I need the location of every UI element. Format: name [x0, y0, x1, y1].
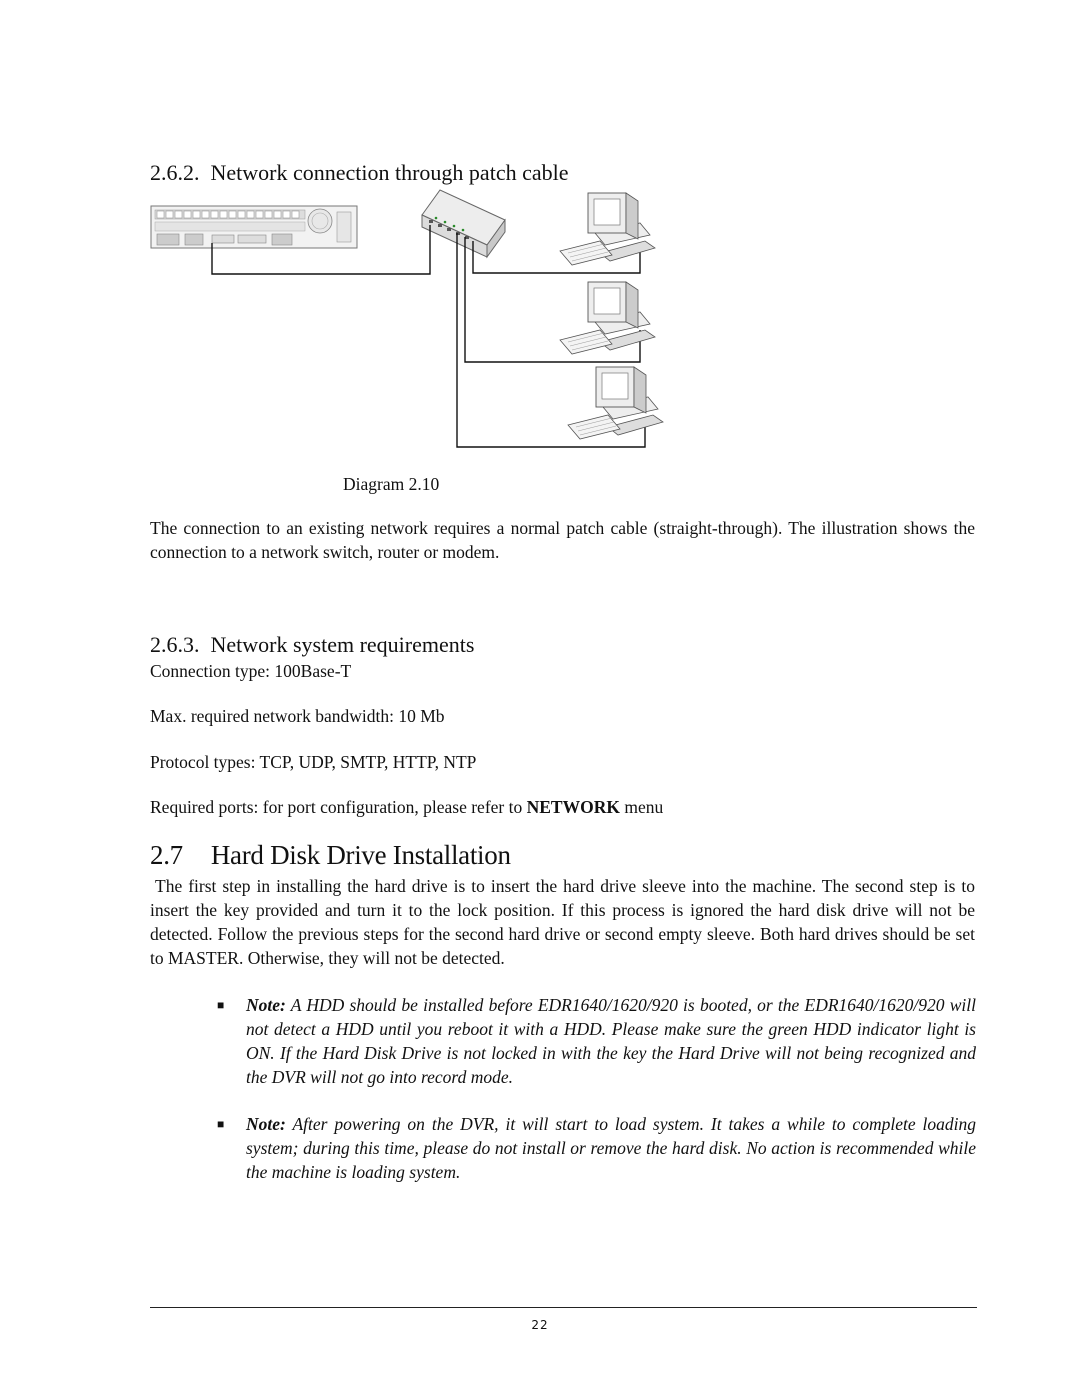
note-text: A HDD should be installed before EDR1640/1620/920 is booted, or the EDR1640/1620/920 will not detect a HDD until you reboot it with a HDD. Please make sure the green HDD indicator light is ON. If the Hard Disk Drive is not locked in with the key the Hard Drive will not being recognized and the DVR will not go into record mode.	[246, 995, 976, 1087]
section-number: 2.6.3.	[150, 632, 200, 657]
diagram-caption: Diagram 2.10	[343, 474, 440, 494]
bullet-icon: ■	[217, 998, 225, 1012]
dvr-unit	[151, 206, 357, 248]
note-item	[217, 993, 976, 1089]
computer-icon	[560, 193, 655, 265]
section-heading-2-6-2	[150, 160, 568, 186]
requirement-ports	[150, 795, 663, 819]
section-heading-2-7	[150, 840, 511, 871]
computer-icon	[568, 367, 663, 439]
section-title: Network system requirements	[210, 632, 475, 657]
connection-paragraph: The connection to an existing network requires a normal patch cable (straight-through). The illustration shows the connection to a network switch, router or modem.	[150, 518, 975, 562]
note-item	[217, 1112, 976, 1184]
page-number: 22	[531, 1318, 549, 1332]
hdd-intro-paragraph: The first step in installing the hard drive is to insert the hard drive sleeve into the machine. The second step is to insert the key provided and turn it to the lock position. If this process is ignored the hard disk drive will not be detected. Follow the previous steps for the second hard drive or second empty sleeve. Both hard drives should be set to MASTER. Otherwise, they will not be detected.	[150, 876, 975, 968]
note-label: Note:	[246, 1114, 286, 1134]
computer-icon	[560, 282, 655, 354]
bullet-icon: ■	[217, 1117, 225, 1131]
note-text: After powering on the DVR, it will start to load system. It takes a while to complete loading system; during this time, please do not install or remove the hard disk. No action is recommended while the machine is loading system.	[246, 1114, 976, 1182]
ports-text: Required ports: for port configuration, please refer to	[150, 797, 527, 817]
section-title: Network connection through patch cable	[210, 160, 569, 185]
section-number: 2.7	[150, 840, 183, 870]
footer-rule	[150, 1307, 977, 1308]
requirement-protocols: Protocol types: TCP, UDP, SMTP, HTTP, NTP	[150, 752, 477, 772]
requirement-bandwidth: Max. required network bandwidth: 10 Mb	[150, 706, 445, 726]
ports-suffix: menu	[619, 797, 664, 817]
note-label: Note:	[246, 995, 286, 1015]
section-heading-2-6-3	[150, 632, 474, 658]
section-number: 2.6.2.	[150, 160, 200, 185]
network-switch	[422, 190, 505, 257]
network-menu-reference: NETWORK	[526, 797, 620, 817]
network-diagram	[140, 185, 670, 460]
section-title: Hard Disk Drive Installation	[210, 840, 511, 870]
requirement-connection-type: Connection type: 100Base-T	[150, 661, 352, 681]
